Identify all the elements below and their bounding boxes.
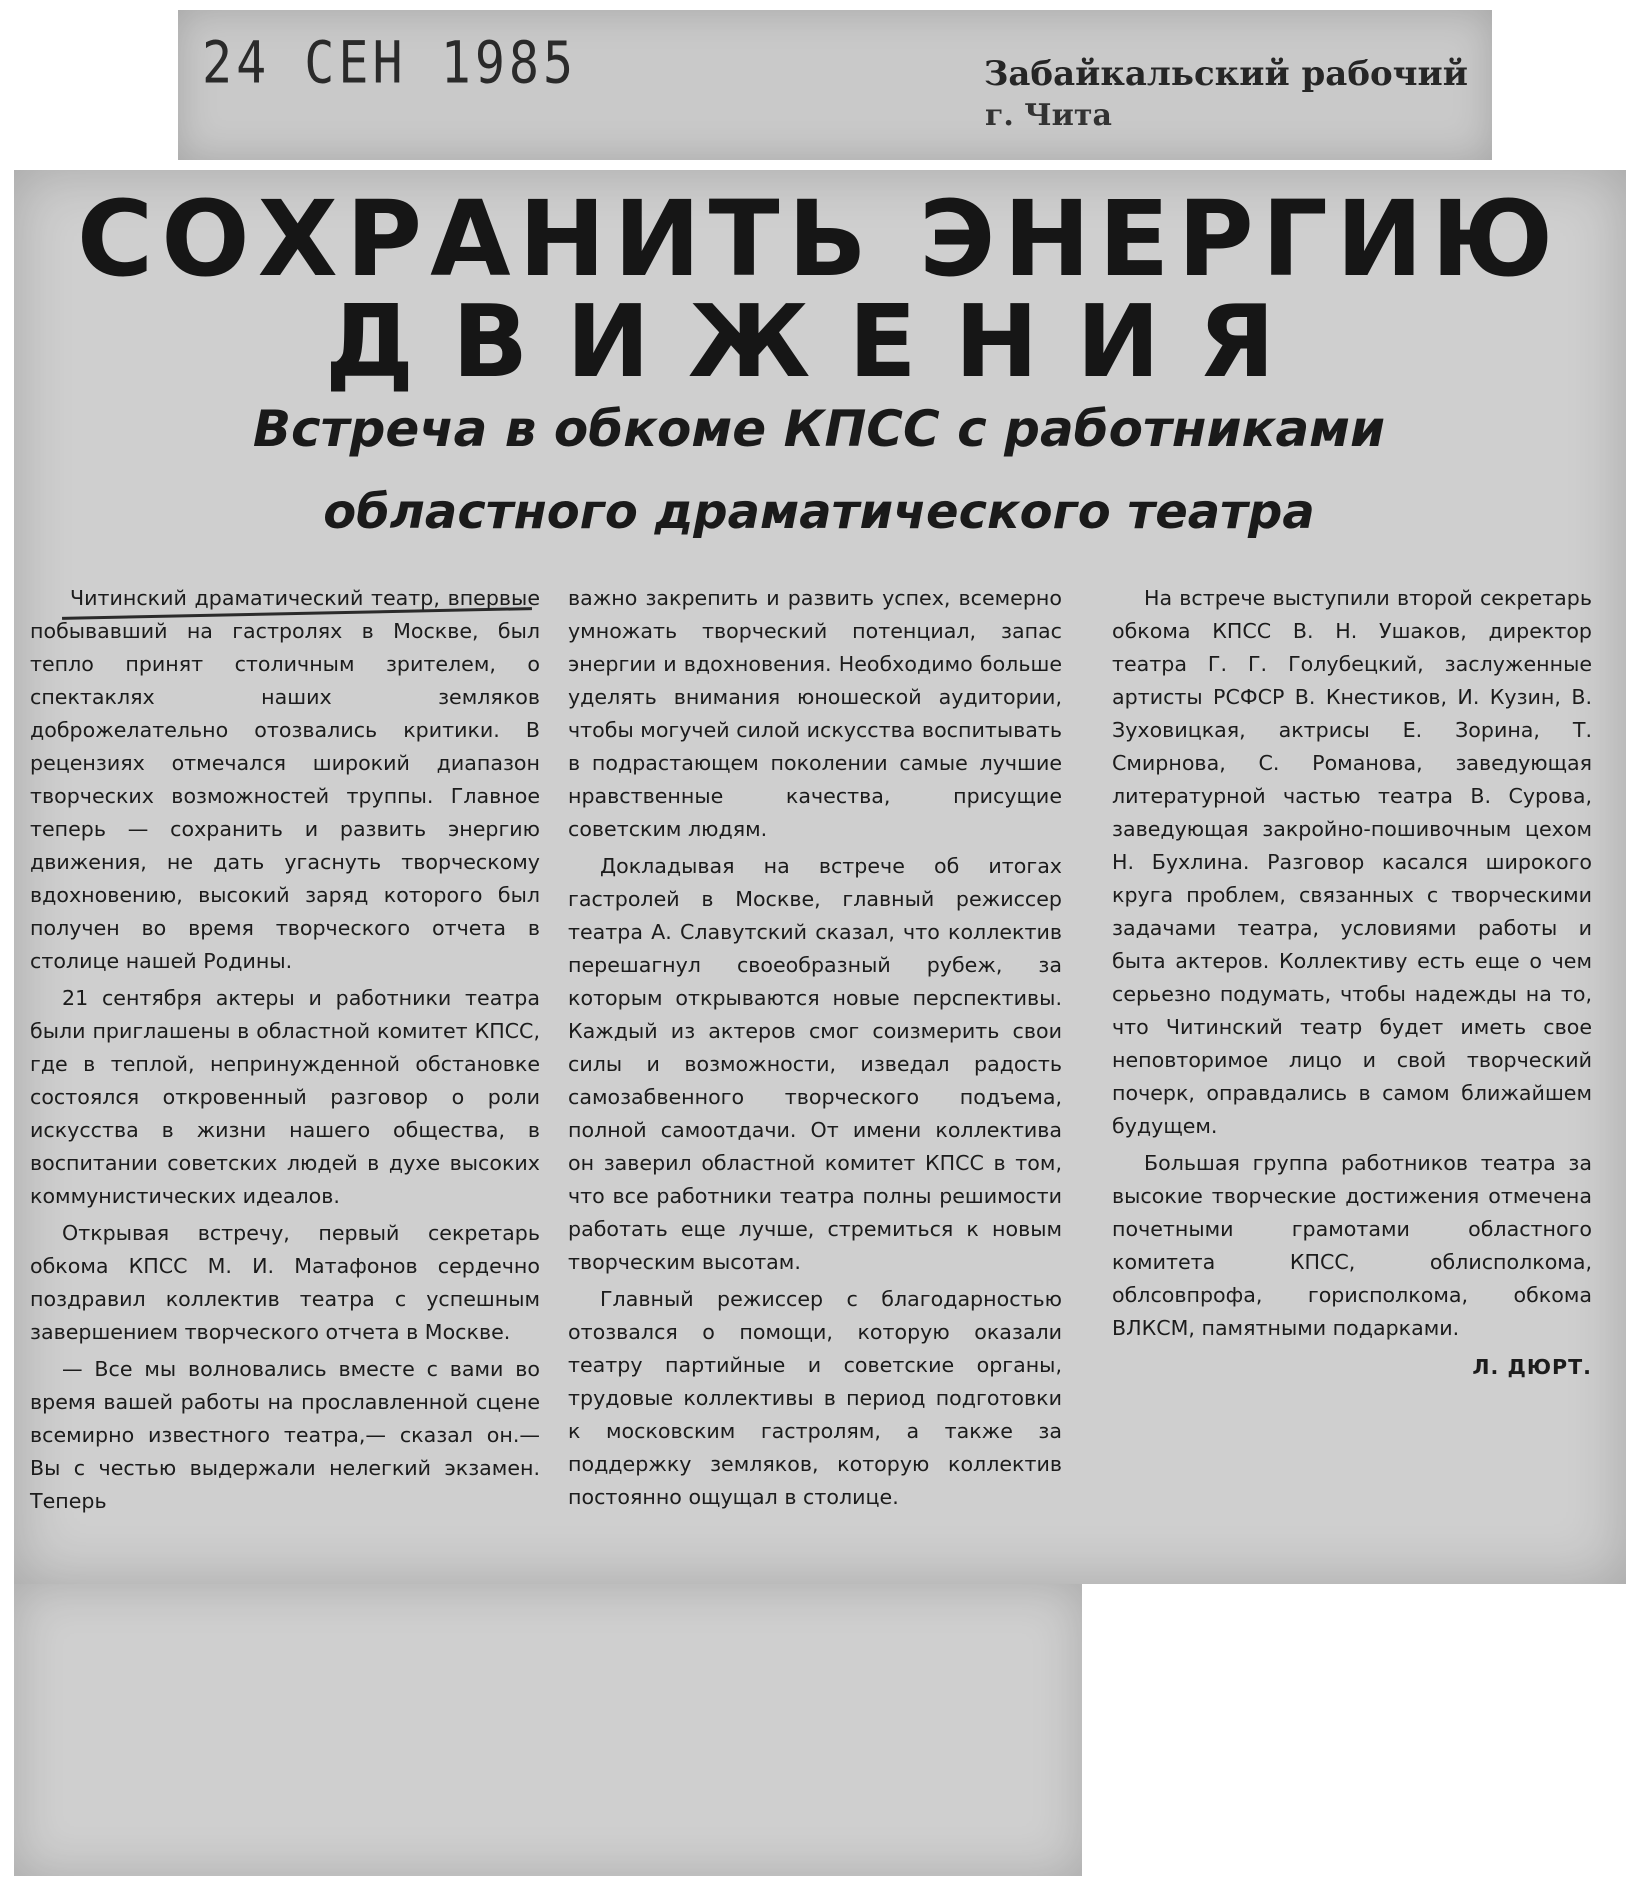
newspaper-city: г. Чита (985, 98, 1112, 133)
paragraph: Главный режиссер с благодарностью отозвался о помощи, которую оказали театру партийные и советские органы, трудовые коллективы в период подготовки к московским гастролям, а также за поддержку земляков, которую коллектив постоянно ощущал в столице. (568, 1287, 1062, 1509)
headline-line-1: СОХРАНИТЬ ЭНЕРГИЮ (76, 178, 1562, 300)
paragraph: важно закрепить и развить успех, всемерно умножать творческий потенциал, запас энергии и вдохновения. Необходимо больше уделять внимания юношеской аудитории, чтобы могучей силой искусства воспитывать в подрастающем поколении самые лучшие нравственные качества, присущие советским людям. (568, 586, 1062, 841)
newspaper-name: Забайкальский рабочий (983, 54, 1468, 94)
subheadline-line-2: областного драматического театра (323, 484, 1315, 540)
article-column-3 (1112, 582, 1592, 1388)
article-clipping-bottom (14, 1584, 1082, 1876)
stamp-strip (178, 10, 1492, 160)
headline-line-2: ДВИЖЕНИЯ (324, 283, 1314, 400)
paragraph: На встрече выступили второй секретарь обкома КПСС В. Н. Ушаков, директор театра Г. Г. Голубецкий, заслуженные артисты РСФСР В. Кнестиков, И. Кузин, В. Зуховицкая, актрисы Е. Зорина, Т. Смирнова, С. Романова, заведующая литературной частью театра В. Сурова, заведующая закройно-пошивочным цехом Н. Бухлина. Разговор касался широкого круга проблем, связанных с творческими задачами театра, условиями работы и быта актеров. Коллективу есть еще о чем серьезно подумать, чтобы надежды на то, что Читинский театр будет иметь свое неповторимое лицо и свой творческий почерк, оправдались в самом ближайшем будущем. (1112, 586, 1592, 1138)
paragraph: Читинский драматический театр, впервые побывавший на гастролях в Москве, был тепло принят столичным зрителем, о спектаклях наших земляков доброжелательно отозвались критики. В рецензиях отмечался широкий диапазон творческих возможностей труппы. Главное теперь — сохранить и развить энергию движения, не дать угаснуть творческому вдохновению, высокий заряд которого был получен во время творческого отчета в столице нашей Родины. (30, 586, 540, 973)
subheadline-line-1: Встреча в обкоме КПСС с работниками (252, 400, 1386, 458)
paragraph: — Все мы волновались вместе с вами во время вашей работы на прославленной сцене всемирно известного театра,— сказал он.—Вы с честью выдержали нелегкий экзамен. Теперь (30, 1357, 540, 1513)
article-column-1 (30, 582, 540, 1522)
paragraph: Большая группа работников театра за высокие творческие достижения отмечена почетными грамотами областного комитета КПСС, облисполкома, облсовпрофа, горисполкома, обкома ВЛКСМ, памятными подарками. (1112, 1151, 1592, 1340)
paragraph: 21 сентября актеры и работники театра были приглашены в областной комитет КПСС, где в теплой, непринужденной обстановке состоялся откровенный разговор о роли искусства в жизни нашего общества, в воспитании советских людей в духе высоких коммунистических идеалов. (30, 986, 540, 1208)
paragraph: Докладывая на встрече об итогах гастролей в Москве, главный режиссер театра А. Славутский сказал, что коллектив перешагнул своеобразный рубеж, за которым открываются новые перспективы. Каждый из актеров смог соизмерить свои силы и возможности, изведал радость самозабвенного творческого подъема, полной самоотдачи. От имени коллектива он заверил областной комитет КПСС в том, что все работники театра полны решимости работать еще лучше, стремиться к новым творческим высотам. (568, 854, 1062, 1274)
paragraph: Открывая встречу, первый секретарь обкома КПСС М. И. Матафонов сердечно поздравил коллектив театра с успешным завершением творческого отчета в Москве. (30, 1221, 540, 1344)
date-stamp: 24 СЕН 1985 (202, 29, 578, 97)
article-column-2 (568, 582, 1062, 1518)
author-signature: Л. ДЮРТ. (1472, 1355, 1592, 1379)
